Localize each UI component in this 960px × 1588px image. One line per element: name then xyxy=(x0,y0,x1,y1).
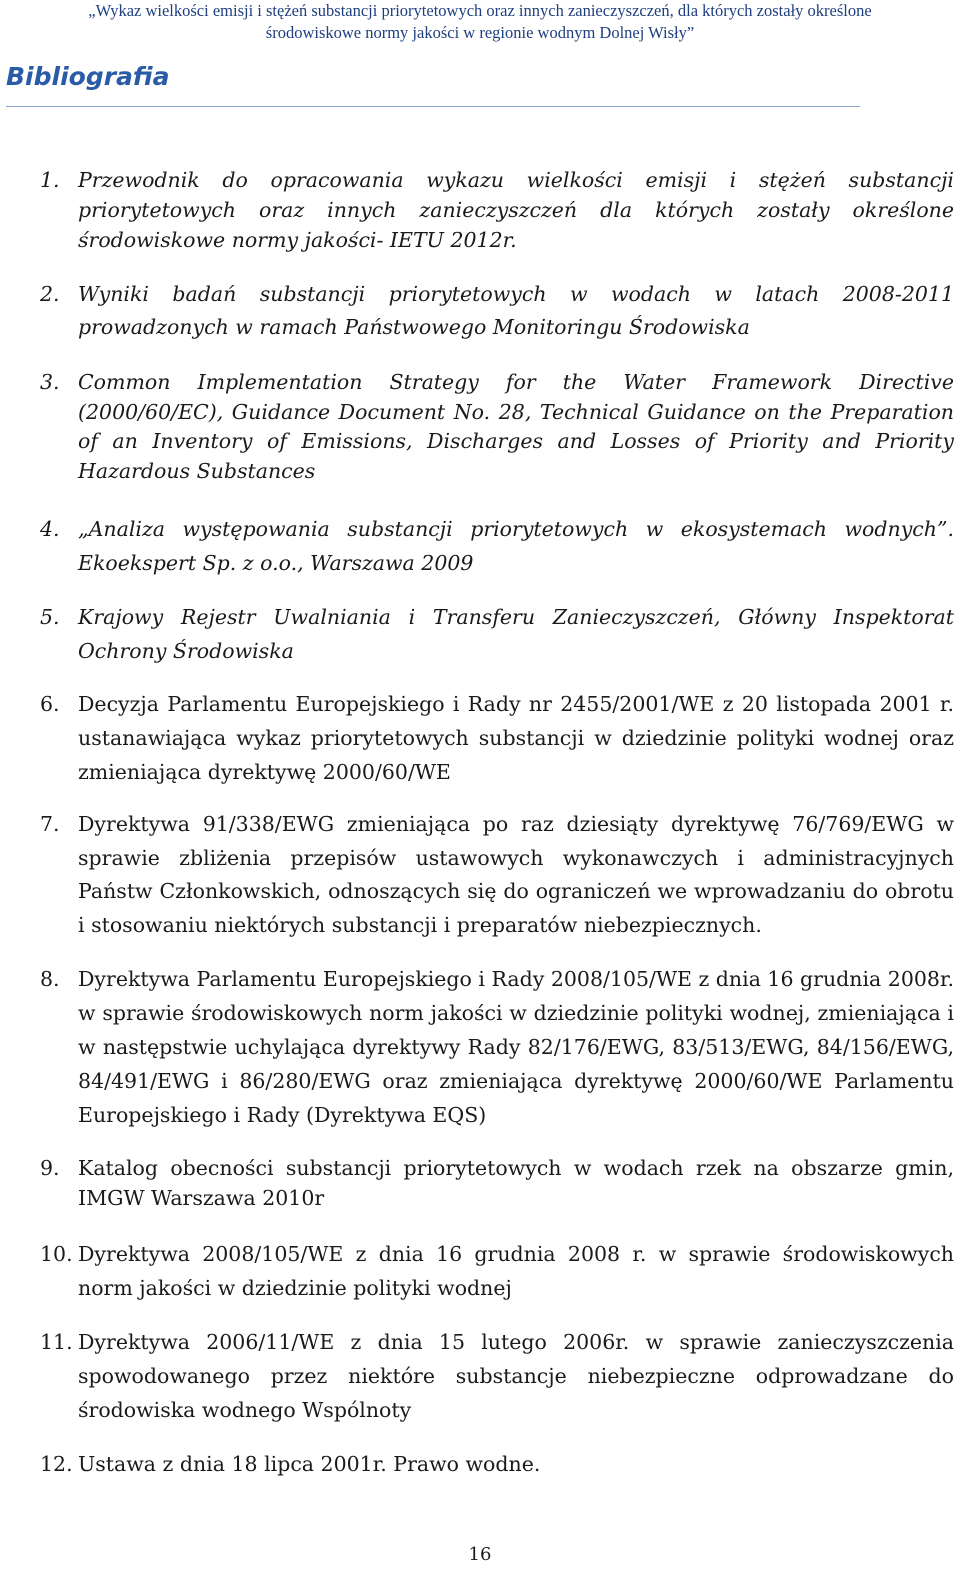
reference-text: Ustawa z dnia 18 lipca 2001r. Prawo wodne. xyxy=(78,1452,541,1476)
section-title: Bibliografia xyxy=(6,62,170,91)
reference-item xyxy=(40,368,954,486)
reference-text: Krajowy Rejestr Uwalniania i Transferu Zanieczyszczeń, Główny Inspektorat Ochrony Środowiska xyxy=(78,605,954,663)
reference-item xyxy=(40,808,954,942)
reference-number: 10. xyxy=(40,1242,73,1266)
running-header xyxy=(0,0,960,44)
reference-text: Przewodnik do opracowania wykazu wielkości emisji i stężeń substancji priorytetowych oraz innych zanieczyszczeń dla których zostały określone środowiskowe normy jakości- IETU 2012r. xyxy=(78,168,954,252)
reference-number: 2. xyxy=(40,282,60,306)
reference-text: Wyniki badań substancji priorytetowych w wodach w latach 2008-2011 prowadzonych w ramach Państwowego Monitoringu Środowiska xyxy=(78,282,954,339)
reference-text: Katalog obecności substancji priorytetowych w wodach rzek na obszarze gmin, IMGW Warszawa 2010r xyxy=(78,1156,954,1210)
reference-item xyxy=(40,1447,954,1481)
reference-number: 9. xyxy=(40,1156,60,1180)
reference-number: 5. xyxy=(40,605,60,629)
reference-text: Dyrektywa 2008/105/WE z dnia 16 grudnia 2008 r. w sprawie środowiskowych norm jakości w dziedzinie polityki wodnej xyxy=(78,1242,954,1300)
header-line-1: „Wykaz wielkości emisji i stężeń substancji priorytetowych oraz innych zanieczyszczeń, dla których zostały określone xyxy=(88,1,872,20)
bibliography-list xyxy=(40,165,954,1481)
reference-item xyxy=(40,278,954,344)
reference-item xyxy=(40,600,954,668)
reference-item xyxy=(40,1153,954,1213)
header-line-2: środowiskowe normy jakości w regionie wodnym Dolnej Wisły” xyxy=(265,23,695,42)
reference-number: 8. xyxy=(40,967,60,991)
reference-item xyxy=(40,962,954,1132)
reference-number: 6. xyxy=(40,692,60,716)
reference-text: Common Implementation Strategy for the Water Framework Directive (2000/60/EC), Guidance Document No. 28, Technical Guidance on the Preparation of an Inventory of Emissions, Discharges and Losses of Priority and Priority Hazardous Substances xyxy=(78,370,954,483)
reference-item xyxy=(40,1325,954,1427)
reference-text: Dyrektywa Parlamentu Europejskiego i Rady 2008/105/WE z dnia 16 grudnia 2008r. w sprawie środowiskowych norm jakości w dziedzinie polityki wodnej, zmieniająca i w następstwie uchylająca dyrektywy Rady 82/176/EWG, 83/513/EWG, 84/156/EWG, 84/491/EWG i 86/280/EWG oraz zmieniająca dyrektywę 2000/60/WE Parlamentu Europejskiego i Rady (Dyrektywa EQS) xyxy=(78,967,955,1127)
page-number: 16 xyxy=(468,1544,492,1565)
reference-text: „Analiza występowania substancji priorytetowych w ekosystemach wodnych”. Ekoekspert Sp. z o.o., Warszawa 2009 xyxy=(78,517,954,575)
reference-item xyxy=(40,687,954,789)
reference-number: 12. xyxy=(40,1452,73,1476)
reference-number: 1. xyxy=(40,168,60,192)
reference-text: Decyzja Parlamentu Europejskiego i Rady nr 2455/2001/WE z 20 listopada 2001 r. ustanawiająca wykaz priorytetowych substancji w dziedzinie polityki wodnej oraz zmieniająca dyrektywę 2000/60/WE xyxy=(78,692,954,784)
reference-number: 3. xyxy=(40,370,60,394)
reference-item xyxy=(40,165,954,255)
reference-text: Dyrektywa 91/338/EWG zmieniająca po raz dziesiąty dyrektywę 76/769/EWG w sprawie zbliżenia przepisów ustawowych wykonawczych i administracyjnych Państw Członkowskich, odnoszących się do ograniczeń we wprowadzaniu do obrotu i stosowaniu niektórych substancji i preparatów niebezpiecznych. xyxy=(78,812,954,937)
reference-item xyxy=(40,1237,954,1305)
reference-number: 11. xyxy=(40,1330,73,1354)
reference-text: Dyrektywa 2006/11/WE z dnia 15 lutego 2006r. w sprawie zanieczyszczenia spowodowanego przez niektóre substancje niebezpieczne odprowadzane do środowiska wodnego Wspólnoty xyxy=(78,1330,954,1422)
title-rule xyxy=(6,106,860,107)
reference-number: 4. xyxy=(40,517,60,541)
reference-number: 7. xyxy=(40,812,60,836)
reference-item xyxy=(40,512,954,580)
